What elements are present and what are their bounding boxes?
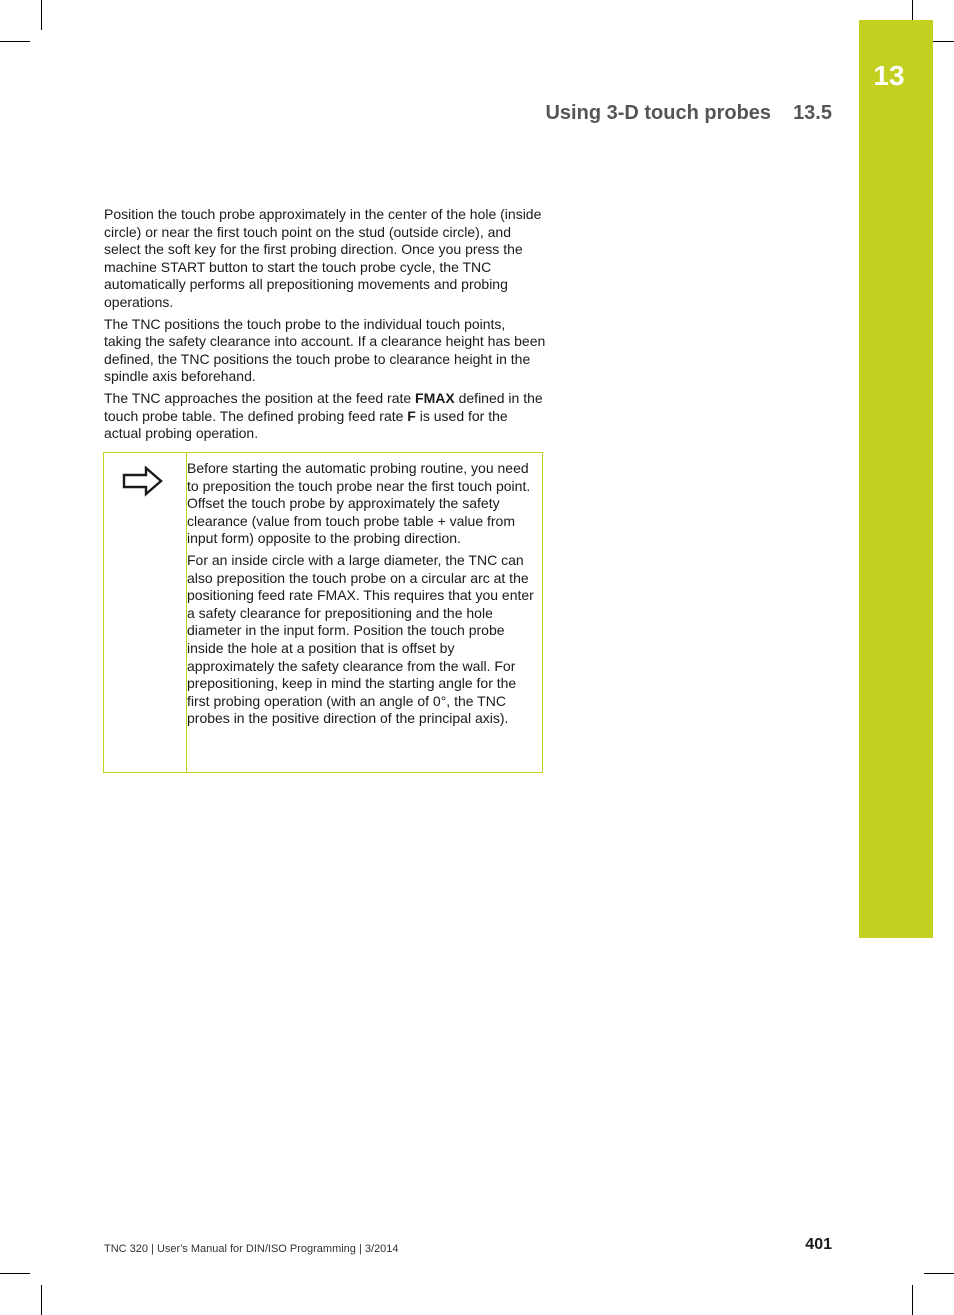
header-title: Using 3-D touch probes — [545, 102, 772, 124]
chapter-number: 13 — [873, 60, 905, 91]
page-header — [420, 102, 832, 125]
paragraph-text: defined in the touch probe table. The defined probing feed rate — [104, 389, 543, 424]
paragraph-text: is used for the actual probing operation. — [104, 407, 508, 442]
crop-mark — [924, 1273, 954, 1274]
f-keyword: F — [407, 407, 416, 424]
arrow-right-icon — [122, 465, 164, 497]
header-section: 13.5 — [793, 102, 832, 124]
paragraph — [104, 390, 546, 443]
note-paragraph: For an inside circle with a large diameter, the TNC can also preposition the touch probe on a circular arc at the positioning feed rate FMAX. This requires that you enter a safety clearance for prepositioning and the hole diameter in the input form. Position the touch probe inside the hole at a position that is offset by approximately the safety clearance from the wall. For prepositioning, keep in mind the starting angle for the first probing operation (with an angle of 0°, the TNC probes in the positive direction of the principal axis). — [187, 551, 534, 727]
crop-mark — [912, 1285, 913, 1315]
note-text — [187, 460, 537, 732]
paragraph-text: The TNC approaches the position at the feed rate — [104, 389, 416, 406]
crop-mark — [41, 1285, 42, 1315]
note-paragraph: Before starting the automatic probing routine, you need to preposition the touch probe near the first touch point. Offset the touch probe by approximately the safety clearance (value from touch probe table + value from input form) opposite to the probing direction. — [187, 460, 531, 547]
crop-mark — [933, 41, 954, 42]
note-box — [103, 452, 543, 773]
footer-text: TNC 320 | User's Manual for DIN/ISO Programming | 3/2014 — [104, 1243, 399, 1255]
body-text — [104, 206, 546, 447]
crop-mark — [0, 1273, 30, 1274]
page-number: 401 — [805, 1236, 832, 1253]
fmax-keyword: FMAX — [415, 389, 455, 406]
chapter-tab — [859, 20, 933, 938]
crop-mark — [912, 0, 913, 20]
crop-mark — [0, 41, 30, 42]
paragraph: The TNC positions the touch probe to the individual touch points, taking the safety clearance into account. If a clearance height has been defined, the TNC positions the touch probe to clearance height in the spindle axis beforehand. — [104, 315, 546, 385]
paragraph: Position the touch probe approximately in the center of the hole (inside circle) or near the first touch point on the stud (outside circle), and select the soft key for the first probing direction. Once you press the machine START button to start the touch probe cycle, the TNC automatically performs all prepositioning movements and probing operations. — [104, 206, 542, 310]
crop-mark — [41, 0, 42, 30]
